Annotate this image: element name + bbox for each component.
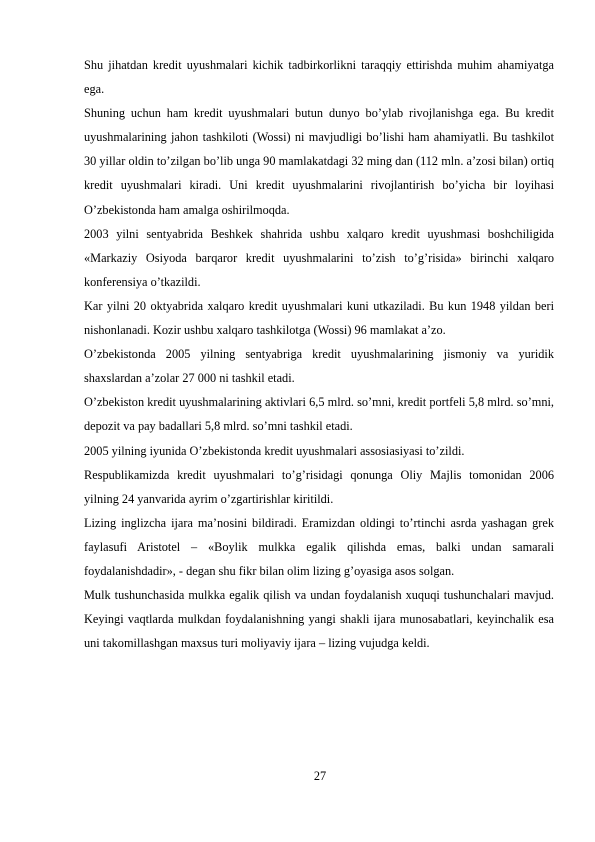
paragraph: Respublikamizda kredit uyushmalari to’g’risidagi qonunga Oliy Majlis tomonidan 2006 yilning 24 yanvarida ayrim o’zgartirishlar kiritildi. [84, 467, 554, 506]
paragraph: O’zbekistonda 2005 yilning sentyabriga kredit uyushmalarining jismoniy va yuridik shaxslardan a’zolar 27 000 ni tashkil etadi. [84, 347, 554, 386]
paragraph: Kar yilni 20 oktyabrida xalqaro kredit uyushmalari kuni utkaziladi. Bu kun 1948 yildan beri nishonlanadi. Kozir ushbu xalqaro tashkilotga (Wossi) 96 mamlakat a’zo. [84, 298, 554, 338]
body-text [84, 53, 554, 655]
paragraph: O’zbekiston kredit uyushmalarining aktivlari 6,5 mlrd. so’mni, kredit portfeli 5,8 mlrd. so’mni, depozit va pay badallari 5,8 mlrd. so’mni tashkil etadi. [84, 395, 554, 434]
page-number: 27 [313, 769, 327, 783]
paragraph: Mulk tushunchasida mulkka egalik qilish va undan foydalanish xuquqi tushunchalari mavjud. Keyingi vaqtlarda mulkdan foydalanishning yangi shakli ijara munosabatlari, keyinchalik esa uni takomillashgan maxsus turi moliyaviy ijara – lizing vujudga keldi. [84, 588, 554, 651]
paragraph: 2003 yilni sentyabrida Beshkek shahrida ushbu xalqaro kredit uyushmasi boshchiligida «Markaziy Osiyoda barqaror kredit uyushmalarini to’zish to’g’risida» birinchi xalqaro konferensiya o’tkazildi. [84, 226, 554, 289]
paragraph: 2005 yilning iyunida O’zbekistonda kredit uyushmalari assosiasiyasi to’zildi. [84, 443, 465, 458]
paragraph: Shuning uchun ham kredit uyushmalari butun dunyo bo’ylab rivojlanishga ega. Bu kredit uyushmalarining jahon tashkiloti (Wossi) ni mavjudligi bo’lishi ham ahamiyatli. Bu tashkilot 30 yillar oldin to’zilgan bo’lib unga 90 mamlakatdagi 32 ming dan (112 mln. a’zosi bilan) ortiq kredit uyushmalari kiradi. Uni kredit uyushmalarini rivojlantirish bo’yicha bir loyihasi O’zbekistonda ham amalga oshirilmoqda. [84, 106, 554, 217]
paragraph: Lizing inglizcha ijara ma’nosini bildiradi. Eramizdan oldingi to’rtinchi asrda yashagan grek faylasufi Aristotel – «Boylik mulkka egalik qilishda emas, balki undan samarali foydalanishdadir», - degan shu fikr bilan olim lizing g’oyasiga asos solgan. [84, 515, 554, 578]
paragraph: Shu jihatdan kredit uyushmalari kichik tadbirkorlikni taraqqiy ettirishda muhim ahamiyatga ega. [84, 58, 554, 97]
